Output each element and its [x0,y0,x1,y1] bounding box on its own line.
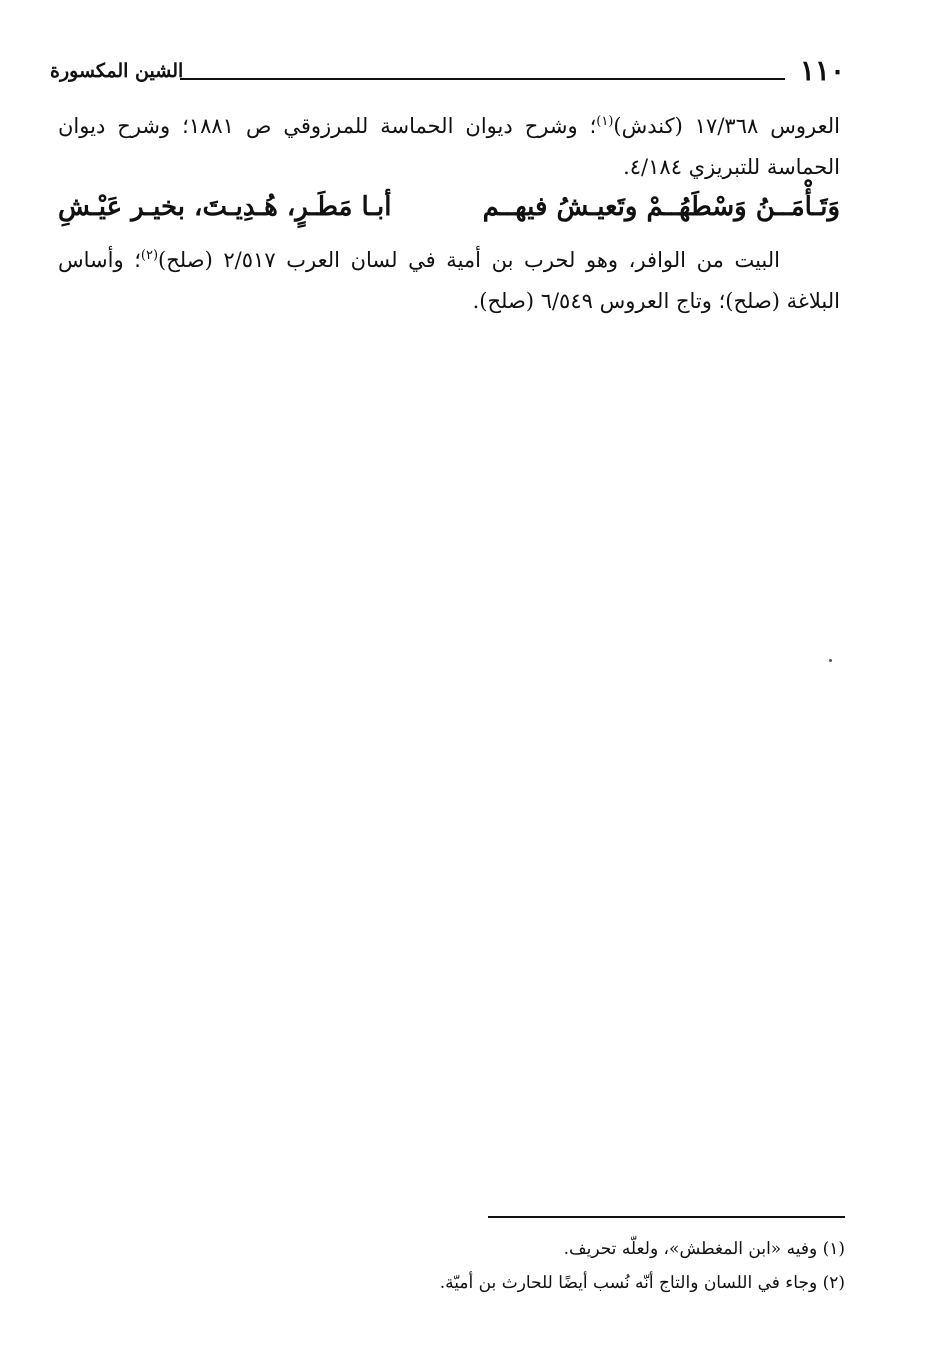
footnotes [300,1232,845,1300]
footnote-item: (١) وفيه «ابن المغطش»، ولعلّه تحريف. [563,1239,845,1259]
section-title: الشين المكسورة [50,60,184,82]
footnote-item: (٢) وجاء في اللسان والتاج أنّه نُسب أيضًا للحارث بن أميّة. [439,1273,845,1293]
paragraph-text: ؛ وشرح ديوان الحماسة للمرزوقي ص ١٨٨١؛ وشرح ديوان الحماسة للتبريزي ٤/١٨٤. [58,114,840,179]
running-header [50,54,845,94]
paragraph-text: البيت من الوافر، وهو لحرب بن أمية في لسان العرب ٢/٥١٧ (صلح) [158,248,780,272]
page-number: ١١٠ [799,54,845,87]
paragraph-text: ؛ وأساس البلاغة (صلح)؛ وتاج العروس ٦/٥٤٩ (صلح). [58,248,840,313]
verse-first-hemistich: وَتَـأْمَــنُ وَسْطَهُــمْ وتَعيـشُ فيهــم [482,192,840,222]
footnote-reference[interactable]: (١) [596,114,614,129]
page-speck [829,659,832,662]
header-rule [180,78,785,80]
paragraph-sources [58,106,840,188]
footnote-separator [488,1216,845,1218]
paragraph-verse-notes [58,240,840,322]
poetry-verse [58,192,840,238]
verse-second-hemistich: أبـا مَطَـرٍ، هُـدِيـتَ، بخيـر عَيْـشِ [58,192,392,222]
paragraph-text: العروس ١٧/٣٦٨ (كندش) [613,114,840,138]
footnote-reference[interactable]: (٢) [140,248,159,263]
